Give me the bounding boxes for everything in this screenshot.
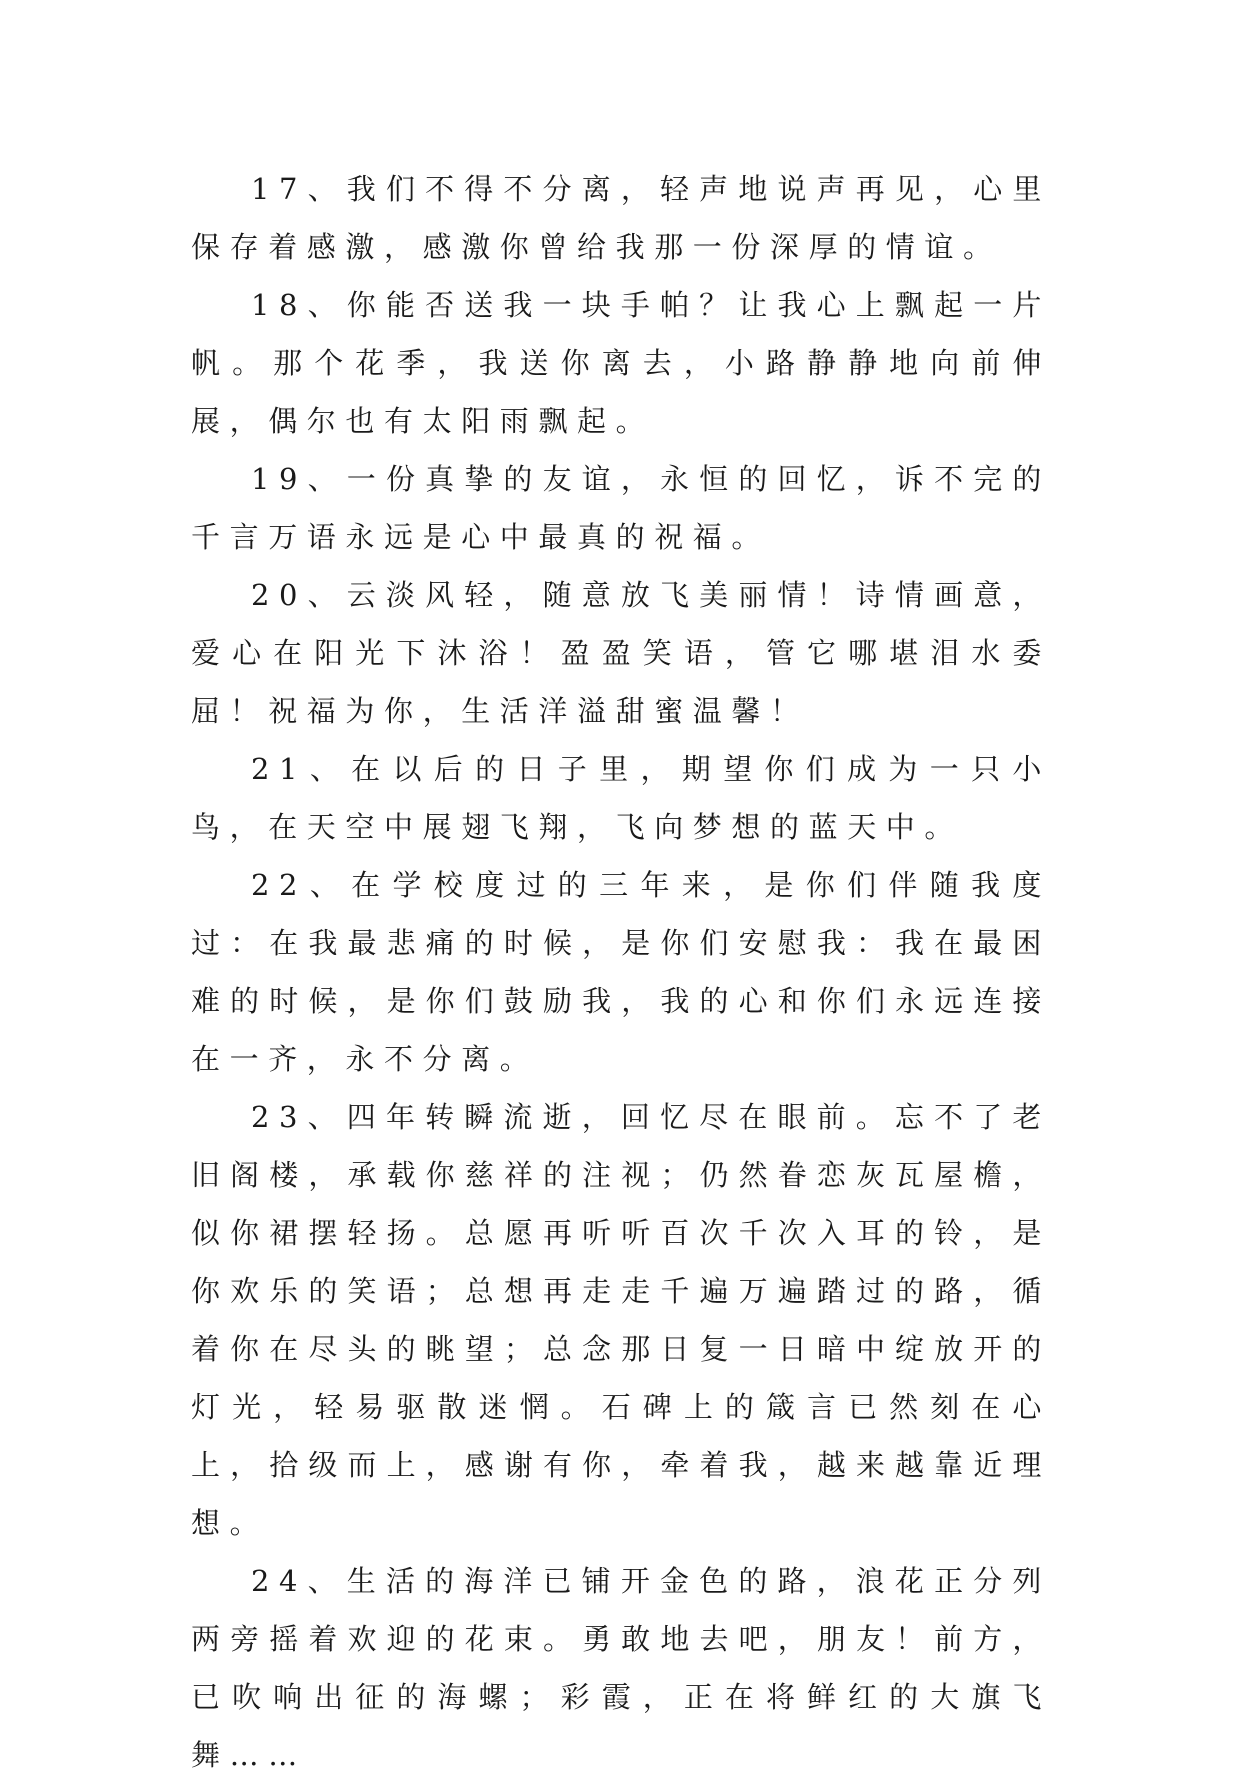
paragraph-17: 17、我们不得不分离，轻声地说声再见，心里保存着感激，感激你曾给我那一份深厚的情谊。 [191,172,1051,264]
paragraph-18: 18、你能否送我一块手帕？让我心上飘起一片帆。那个花季，我送你离去，小路静静地向前伸展，偶尔也有太阳雨飘起。 [191,288,1051,438]
paragraph-20: 20、云淡风轻，随意放飞美丽情！诗情画意，爱心在阳光下沐浴！盈盈笑语，管它哪堪泪水委屈！祝福为你，生活洋溢甜蜜温馨！ [191,578,1051,728]
paragraph-21: 21、在以后的日子里，期望你们成为一只小鸟，在天空中展翅飞翔，飞向梦想的蓝天中。 [191,752,1051,844]
document-body [191,160,1051,1784]
paragraph-19: 19、一份真挚的友谊，永恒的回忆，诉不完的千言万语永远是心中最真的祝福。 [191,462,1051,554]
paragraph-24: 24、生活的海洋已铺开金色的路，浪花正分列两旁摇着欢迎的花束。勇敢地去吧，朋友！前方，已吹响出征的海螺；彩霞，正在将鲜红的大旗飞舞…… [191,1564,1051,1772]
paragraph-23: 23、四年转瞬流逝，回忆尽在眼前。忘不了老旧阁楼，承载你慈祥的注视；仍然眷恋灰瓦屋檐，似你裙摆轻扬。总愿再听听百次千次入耳的铃，是你欢乐的笑语；总想再走走千遍万遍踏过的路，循着你在尽头的眺望；总念那日复一日暗中绽放开的灯光，轻易驱散迷惘。石碑上的箴言已然刻在心上，拾级而上，感谢有你，牵着我，越来越靠近理想。 [191,1100,1051,1540]
paragraph-22: 22、在学校度过的三年来，是你们伴随我度过：在我最悲痛的时候，是你们安慰我：我在最困难的时候，是你们鼓励我，我的心和你们永远连接在一齐，永不分离。 [191,868,1051,1076]
